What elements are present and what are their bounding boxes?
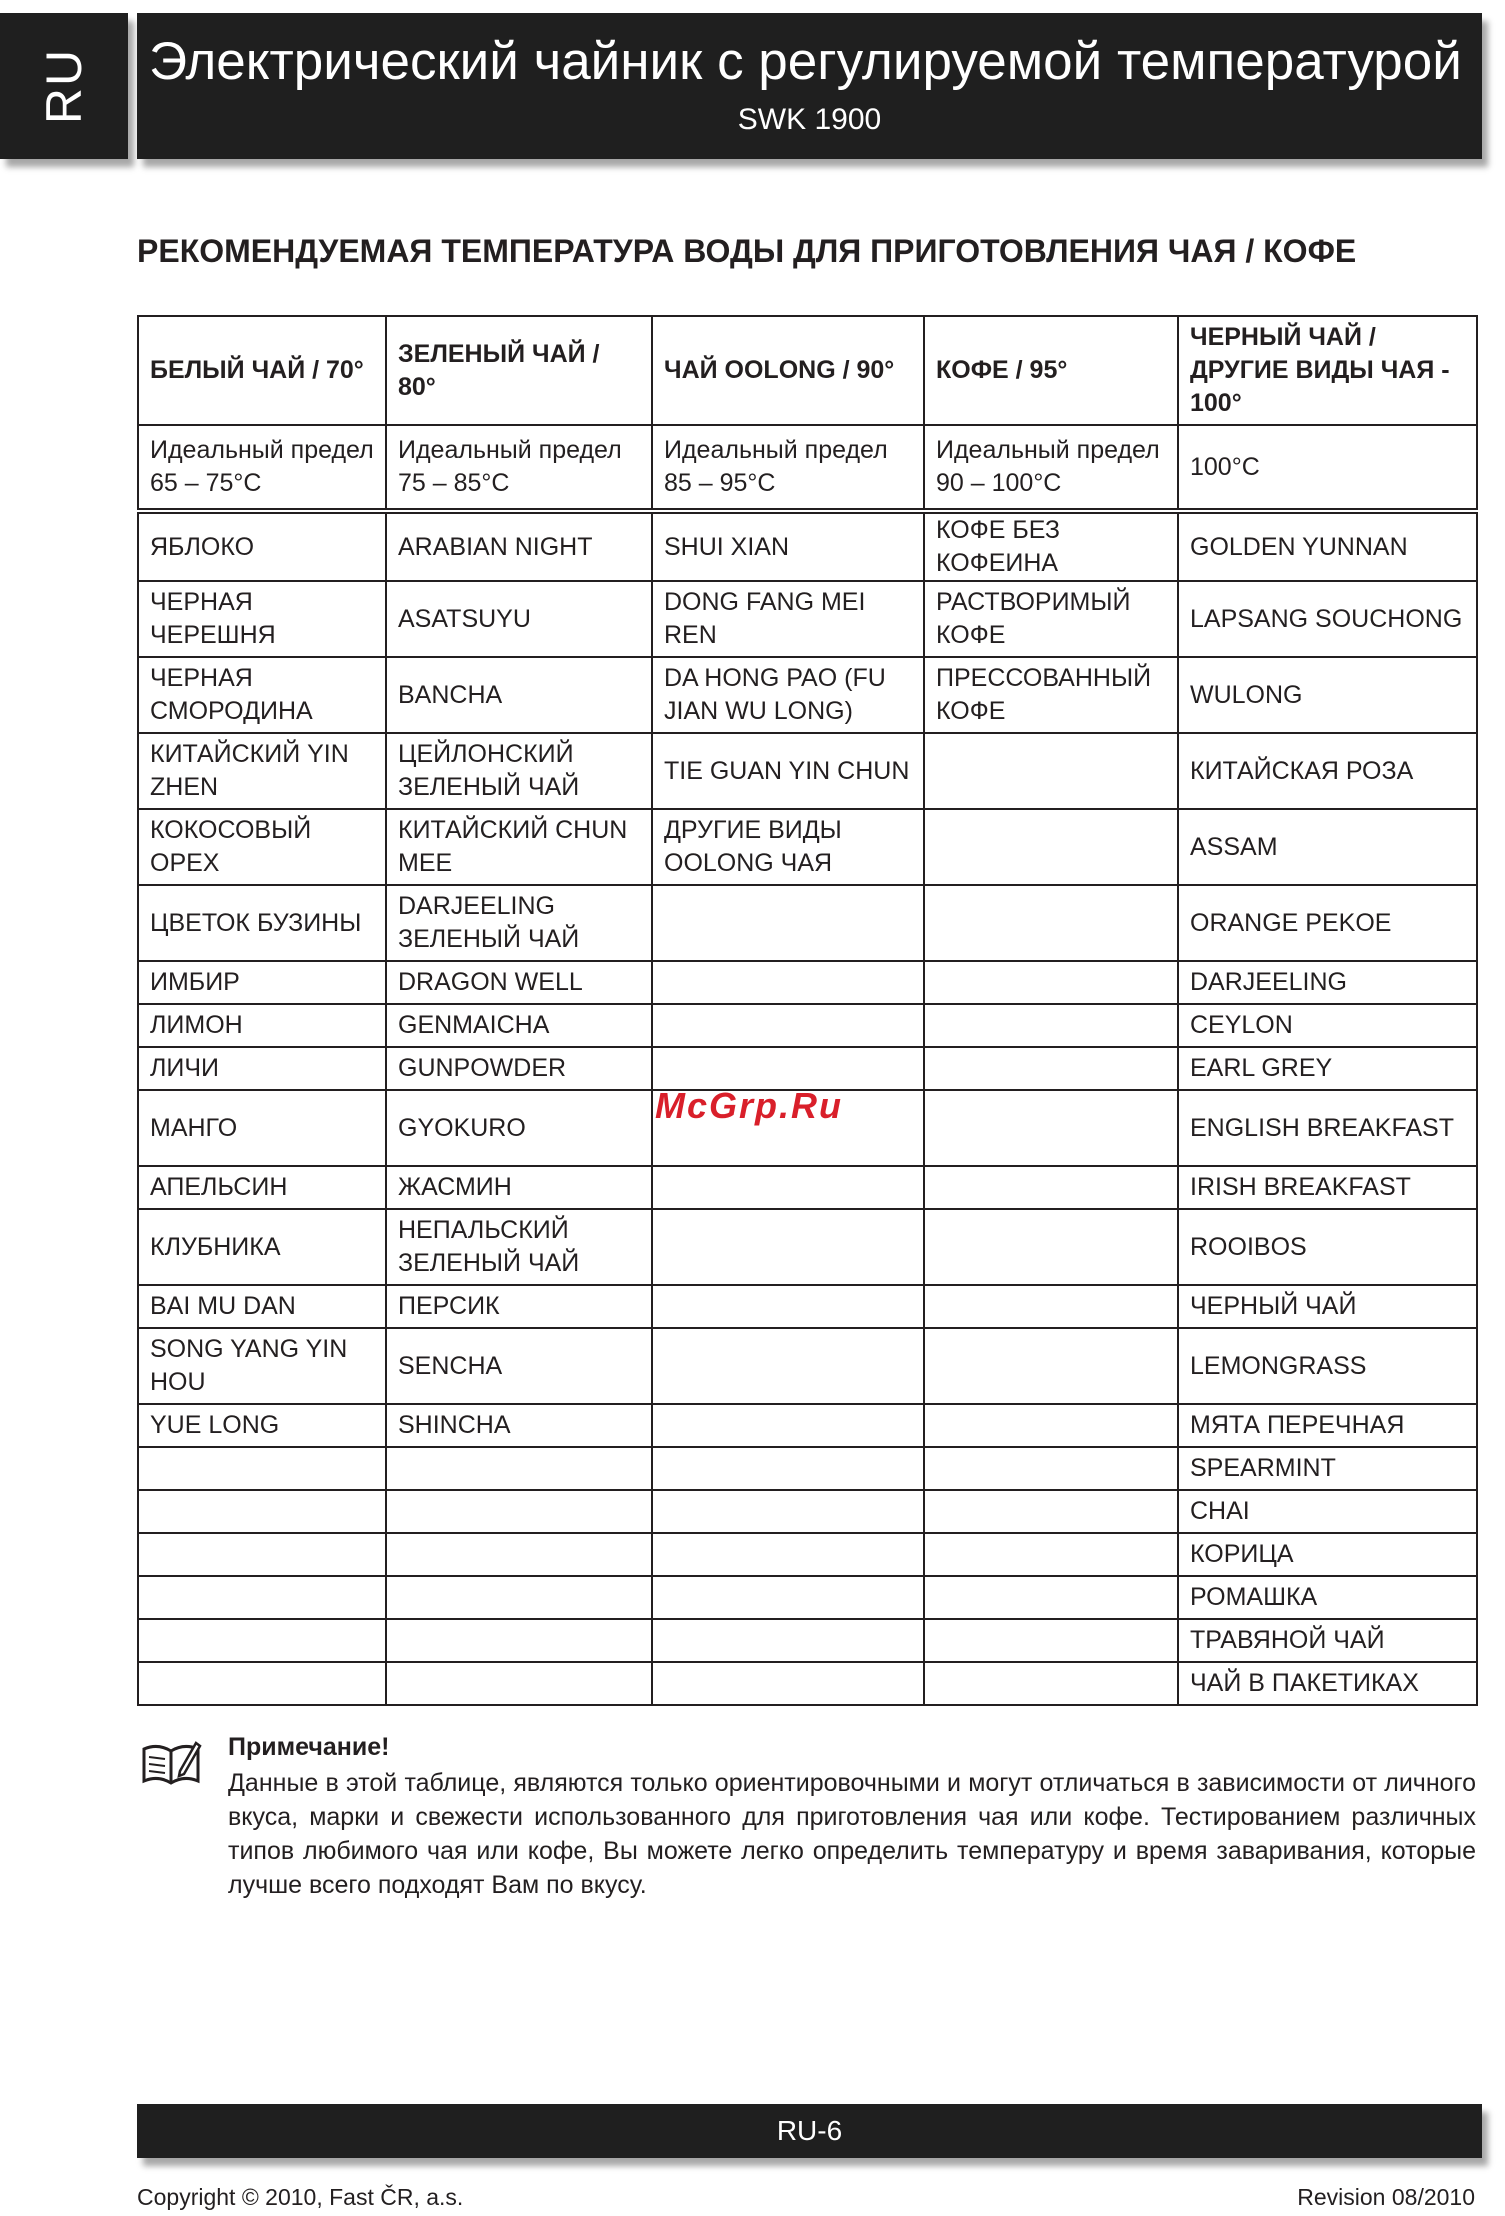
table-cell (386, 1533, 652, 1576)
ideal-range-row (138, 425, 1477, 511)
table-cell (652, 885, 924, 961)
header-black-tea: ЧЕРНЫЙ ЧАЙ / ДРУГИЕ ВИДЫ ЧАЯ - 100° (1178, 316, 1477, 425)
table-cell (924, 1619, 1178, 1662)
table-cell (386, 1490, 652, 1533)
table-row (138, 1166, 1477, 1209)
table-cell (652, 1004, 924, 1047)
model-number: SWK 1900 (737, 103, 882, 136)
table-cell: CEYLON (1178, 1004, 1477, 1047)
table-cell (924, 733, 1178, 809)
table-cell (386, 1576, 652, 1619)
table-row (138, 1047, 1477, 1090)
header-white-tea: БЕЛЫЙ ЧАЙ / 70° (138, 316, 386, 425)
table-cell: DONG FANG MEI REN (652, 581, 924, 657)
table-row (138, 1662, 1477, 1705)
table-row (138, 1447, 1477, 1490)
title-bar (137, 13, 1482, 159)
note-book-icon (140, 1737, 202, 1789)
table-row (138, 1619, 1477, 1662)
table-cell (652, 1619, 924, 1662)
section-title: РЕКОМЕНДУЕМАЯ ТЕМПЕРАТУРА ВОДЫ ДЛЯ ПРИГОТОВЛЕНИЯ ЧАЯ / КОФЕ (137, 233, 1357, 269)
note-title: Примечание! (228, 1733, 390, 1761)
revision: Revision 08/2010 (1297, 2184, 1475, 2210)
table-cell (924, 1209, 1178, 1285)
table-cell: ДРУГИЕ ВИДЫ OOLONG ЧАЯ (652, 809, 924, 885)
table-cell: SHINCHA (386, 1404, 652, 1447)
table-row (138, 809, 1477, 885)
table-cell: LAPSANG SOUCHONG (1178, 581, 1477, 657)
copyright: Copyright © 2010, Fast ČR, a.s. (137, 2184, 464, 2210)
table-cell (924, 1576, 1178, 1619)
table-row (138, 1209, 1477, 1285)
table-cell: КИТАЙСКИЙ YIN ZHEN (138, 733, 386, 809)
table-cell: ЯБЛОКО (138, 511, 386, 581)
table-cell (924, 1166, 1178, 1209)
table-cell: SPEARMINT (1178, 1447, 1477, 1490)
table-cell (386, 1619, 652, 1662)
table-row (138, 1404, 1477, 1447)
table-cell: ASSAM (1178, 809, 1477, 885)
table-cell: КЛУБНИКА (138, 1209, 386, 1285)
table-cell: КИТАЙСКИЙ CHUN MEE (386, 809, 652, 885)
table-cell (138, 1533, 386, 1576)
table-row (138, 1328, 1477, 1404)
table-cell: ЧАЙ В ПАКЕТИКАХ (1178, 1662, 1477, 1705)
table-cell (138, 1447, 386, 1490)
table-cell (924, 809, 1178, 885)
table-cell: ПРЕССОВАННЫЙ КОФЕ (924, 657, 1178, 733)
table-cell: ЦЕЙЛОНСКИЙ ЗЕЛЕНЫЙ ЧАЙ (386, 733, 652, 809)
table-row (138, 885, 1477, 961)
table-cell: WULONG (1178, 657, 1477, 733)
table-cell: ASATSUYU (386, 581, 652, 657)
table-cell (924, 1090, 1178, 1166)
table-cell (924, 1533, 1178, 1576)
table-cell (924, 885, 1178, 961)
table-cell (652, 1285, 924, 1328)
table-cell (652, 1166, 924, 1209)
table-cell (138, 1490, 386, 1533)
footer-bar (137, 2104, 1482, 2158)
table-cell: НЕПАЛЬСКИЙ ЗЕЛЕНЫЙ ЧАЙ (386, 1209, 652, 1285)
table-cell (924, 1662, 1178, 1705)
header-green-tea: ЗЕЛЕНЫЙ ЧАЙ / 80° (386, 316, 652, 425)
table-cell: DRAGON WELL (386, 961, 652, 1004)
table-cell: ENGLISH BREAKFAST (1178, 1090, 1477, 1166)
table-cell (652, 961, 924, 1004)
table-cell (652, 1490, 924, 1533)
table-cell: GENMAICHA (386, 1004, 652, 1047)
table-cell (924, 1047, 1178, 1090)
table-row (138, 1004, 1477, 1047)
table-cell (138, 1576, 386, 1619)
table-cell: YUE LONG (138, 1404, 386, 1447)
table-cell (652, 1047, 924, 1090)
table-cell: КОКОСОВЫЙ ОРЕХ (138, 809, 386, 885)
table-cell (924, 1404, 1178, 1447)
table-cell: ЧЕРНАЯ ЧЕРЕШНЯ (138, 581, 386, 657)
language-tab (0, 13, 128, 159)
table-cell: МАНГО (138, 1090, 386, 1166)
table-header-row (138, 316, 1477, 425)
table-cell: SONG YANG YIN HOU (138, 1328, 386, 1404)
table-row (138, 733, 1477, 809)
ideal-range-cell: Идеальный предел 65 – 75°C (138, 425, 386, 511)
table-cell: LEMONGRASS (1178, 1328, 1477, 1404)
table-cell (652, 1662, 924, 1705)
watermark: McGrp.Ru (655, 1085, 844, 1126)
table-cell: BAI MU DAN (138, 1285, 386, 1328)
table-cell: DA HONG PAO (FU JIAN WU LONG) (652, 657, 924, 733)
note-text: Данные в этой таблице, являются только ориентировочными и могут отличаться в зависимости от личного вкуса, марки и свежести использованного для приготовления чая или кофе. Тестированием различных типов любимого чая или кофе, Вы можете легко определить температуру и время заваривания, которые лучше всего подходят Вам по вкусу. (228, 1769, 1476, 1899)
table-cell: АПЕЛЬСИН (138, 1166, 386, 1209)
temperature-table (137, 315, 1478, 1706)
table-cell: IRISH BREAKFAST (1178, 1166, 1477, 1209)
table-cell (652, 1328, 924, 1404)
table-row (138, 657, 1477, 733)
table-cell: GYOKURO (386, 1090, 652, 1166)
table-cell (924, 1328, 1178, 1404)
table-cell: ЛИМОН (138, 1004, 386, 1047)
table-cell: ИМБИР (138, 961, 386, 1004)
table-cell: ТРАВЯНОЙ ЧАЙ (1178, 1619, 1477, 1662)
table-cell (652, 1404, 924, 1447)
table-cell: DARJEELING ЗЕЛЕНЫЙ ЧАЙ (386, 885, 652, 961)
table-cell (652, 1576, 924, 1619)
table-cell: РАСТВОРИМЫЙ КОФЕ (924, 581, 1178, 657)
table-cell (138, 1619, 386, 1662)
page-number: RU-6 (776, 2115, 843, 2146)
table-cell: ЛИЧИ (138, 1047, 386, 1090)
table-cell: ROOIBOS (1178, 1209, 1477, 1285)
table-cell (652, 1447, 924, 1490)
header-coffee: КОФЕ / 95° (924, 316, 1178, 425)
table-cell (924, 1490, 1178, 1533)
table-cell: ПЕРСИК (386, 1285, 652, 1328)
table-cell: КОФЕ БЕЗ КОФЕИНА (924, 511, 1178, 581)
table-row (138, 961, 1477, 1004)
header-oolong-tea: ЧАЙ OOLONG / 90° (652, 316, 924, 425)
table-cell (652, 1533, 924, 1576)
table-cell (924, 1285, 1178, 1328)
table-cell (924, 1447, 1178, 1490)
table-cell: ЦВЕТОК БУЗИНЫ (138, 885, 386, 961)
table-cell: МЯТА ПЕРЕЧНАЯ (1178, 1404, 1477, 1447)
table-cell (652, 1209, 924, 1285)
table-cell: КИТАЙСКАЯ РОЗА (1178, 733, 1477, 809)
ideal-range-cell: 100°C (1178, 425, 1477, 511)
ideal-range-cell: Идеальный предел 90 – 100°C (924, 425, 1178, 511)
table-cell: DARJEELING (1178, 961, 1477, 1004)
table-cell: ARABIAN NIGHT (386, 511, 652, 581)
table-cell: CHAI (1178, 1490, 1477, 1533)
table-cell: SENCHA (386, 1328, 652, 1404)
ideal-range-cell: Идеальный предел 85 – 95°C (652, 425, 924, 511)
table-cell: BANCHA (386, 657, 652, 733)
table-row (138, 1285, 1477, 1328)
table-row (138, 1533, 1477, 1576)
table-cell: GOLDEN YUNNAN (1178, 511, 1477, 581)
table-cell: ORANGE PEKOE (1178, 885, 1477, 961)
table-cell (924, 1004, 1178, 1047)
language-code: RU (36, 47, 92, 125)
table-cell: GUNPOWDER (386, 1047, 652, 1090)
table-cell: КОРИЦА (1178, 1533, 1477, 1576)
table-cell: ЖАСМИН (386, 1166, 652, 1209)
ideal-range-cell: Идеальный предел 75 – 85°C (386, 425, 652, 511)
table-cell: TIE GUAN YIN CHUN (652, 733, 924, 809)
table-row (138, 1576, 1477, 1619)
table-row (138, 581, 1477, 657)
table-cell (138, 1662, 386, 1705)
table-cell: EARL GREY (1178, 1047, 1477, 1090)
table-cell: РОМАШКА (1178, 1576, 1477, 1619)
table-cell (386, 1447, 652, 1490)
table-cell: ЧЕРНАЯ СМОРОДИНА (138, 657, 386, 733)
table-cell (386, 1662, 652, 1705)
table-cell: SHUI XIAN (652, 511, 924, 581)
table-cell: ЧЕРНЫЙ ЧАЙ (1178, 1285, 1477, 1328)
table-cell (924, 961, 1178, 1004)
table-row (138, 1490, 1477, 1533)
document-title: Электрический чайник с регулируемой температурой (149, 32, 1462, 91)
table-row (138, 511, 1477, 581)
